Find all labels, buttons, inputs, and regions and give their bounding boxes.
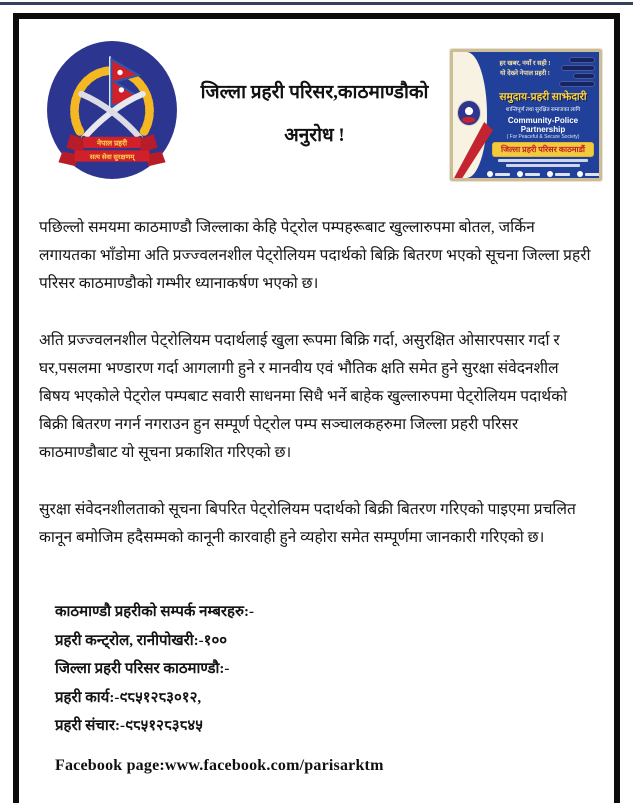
contact-heading: काठमाण्डौ प्रहरीको सम्पर्क नम्बरहरु:- <box>55 604 254 621</box>
banner-slogan-line1: हर खबर, नयाँ र सही ! <box>499 60 551 67</box>
top-rule-line <box>0 2 633 5</box>
community-police-banner-photo <box>450 49 602 181</box>
emblem-ribbon-top-text: नेपाल प्रहरी <box>96 138 128 148</box>
social-icon <box>547 171 570 177</box>
contact-district-office: जिल्ला प्रहरी परिसर काठमाण्डौ:- <box>55 661 230 678</box>
notice-title <box>179 39 450 169</box>
social-icon <box>487 171 510 177</box>
contact-block <box>55 598 614 741</box>
banner-title-english: Community-Police Partnership <box>507 116 579 134</box>
banner-slogan <box>491 56 559 87</box>
notice-title-line2: अनुरोध ! <box>284 125 345 146</box>
banner-pill <box>569 57 595 63</box>
banner-fine-print <box>491 159 595 167</box>
banner-title-nepali: समुदाय-प्रहरी साझेदारी <box>499 92 587 103</box>
social-icon <box>577 171 600 177</box>
nepal-police-emblem-icon <box>45 39 179 186</box>
banner-subtitle-nepali: शान्तिपूर्ण तथा सुरक्षित समाजका लागि <box>505 107 581 113</box>
banner-fine-print-bar <box>506 164 581 167</box>
banner-badge-pills <box>559 56 595 87</box>
banner-police-emblem-icon <box>457 100 481 126</box>
banner-unit-strip: जिल्ला प्रहरी परिसर काठमाडौं <box>493 143 593 156</box>
banner-slogan-line2: यो देख्ने नेपाल प्रहरी ! <box>500 70 550 78</box>
banner-fine-print-bar <box>498 159 587 162</box>
banner-pill <box>561 65 595 71</box>
banner-pill <box>573 73 595 79</box>
emblem-ribbon-bottom-text: सत्य सेवा सुरक्षणम् <box>89 153 135 161</box>
banner-social-row <box>491 171 595 177</box>
facebook-page-text: Facebook page:www.facebook.com/parisarktm <box>55 756 384 774</box>
banner-subtitle-english: ( For Peaceful & Secure Society) <box>506 134 580 140</box>
notice-paragraph-2: अति प्रज्ज्वलनशील पेट्रोलियम पदार्थलाई खुला रूपमा बिक्रि गर्दा, असुरक्षित ओसारपसार गर्दा र घर,पसलमा भण्डारण गर्दा आगलागी हुने र मानवीय एवं भौतिक क्षति समेत हुने सुरक्षा संवेदनशील बिषय भएकोले पेट्रोल पम्पबाट सवारी साधनमा सिधै भर्ने बाहेक खुल्लारुपमा पेट्रोलियम पदार्थको बिक्री बितरण नगर्न नगराउन हुन सम्पूर्ण पेट्रोल पम्प सञ्चालकहरुमा जिल्ला प्रहरी परिसर काठमाण्डौबाट यो सूचना प्रकाशित गरिएको छ। <box>39 331 568 462</box>
notice-title-line1: जिल्ला प्रहरी परिसर,काठमाण्डौको <box>200 82 429 103</box>
contact-police-comms-number: प्रहरी संचार:-९८५१२८३८४५ <box>55 718 203 735</box>
notice-body <box>19 214 614 552</box>
banner-left-panel <box>453 52 487 178</box>
notice-border-frame <box>13 13 620 803</box>
notice-header <box>19 39 614 186</box>
contact-police-duty-number: प्रहरी कार्य:-९८५१२८३०१२, <box>55 689 202 706</box>
banner-body <box>487 52 599 178</box>
contact-police-control: प्रहरी कन्ट्रोल, रानीपोखरी:-१०० <box>55 632 228 649</box>
social-icon <box>517 171 540 177</box>
banner-pill <box>559 81 595 87</box>
notice-paragraph-3: सुरक्षा संवेदनशीलताको सूचना बिपरित पेट्रोलियम पदार्थको बिक्री बितरण गरिएको पाइएमा प्रचलित कानून बमोजिम हदैसम्मको कानूनी कारवाही हुने व्यहोरा समेत सम्पूर्णमा जानकारी गरिएको छ। <box>39 500 576 546</box>
notice-paragraph-1: पछिल्लो समयमा काठमाण्डौ जिल्लाका केहि पेट्रोल पम्पहरूबाट खुल्लारुपमा बोतल, जर्किन लगायतका भाँडोमा अति प्रज्ज्वलनशील पेट्रोलियम पदार्थको बिक्रि बितरण भएको सूचना जिल्ला प्रहरी परिसर काठमाण्डौको गम्भीर ध्यानाकर्षण भएको छ। <box>39 219 591 293</box>
